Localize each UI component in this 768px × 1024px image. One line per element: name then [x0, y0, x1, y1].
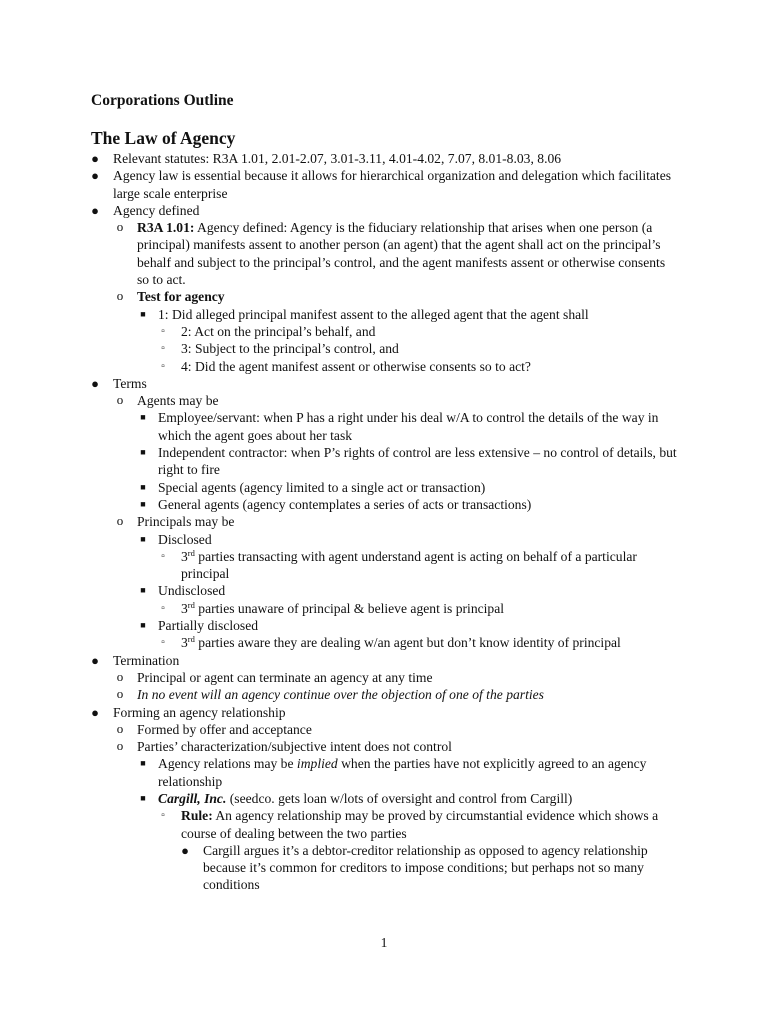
outline-item-test-4: [161, 358, 677, 375]
outline-item-principals-may-be: [116, 513, 677, 530]
outline-item-subjective-intent: [116, 738, 677, 755]
item-text: In no event will an agency continue over the objection of one of the parties: [137, 687, 544, 703]
outline-body: [0, 150, 768, 894]
outline-item-forming: [91, 704, 678, 721]
item-text: Employee/servant: when P has a right under his deal w/A to control the details of the way in which the agent goes about her task: [158, 410, 659, 443]
item-text: Formed by offer and acceptance: [137, 721, 312, 737]
bullet-circle-icon: o: [116, 288, 124, 304]
bullet-circle-icon: o: [116, 219, 124, 235]
outline-item-agents-may-be: [116, 392, 677, 409]
bullet-disc-icon: ●: [91, 652, 99, 668]
bullet-square-icon: ■: [140, 447, 146, 458]
ordinal-suffix: rd: [187, 547, 195, 558]
outline-item-cargill: [140, 790, 678, 807]
bullet-square-icon: ■: [140, 498, 146, 509]
ordinal-number: 3: [181, 548, 188, 564]
outline-item-test-3: [161, 340, 677, 357]
bullet-disc-icon: ●: [91, 168, 99, 184]
outline-item-undisclosed-detail: [161, 599, 677, 617]
bullet-circle-icon: o: [116, 738, 124, 754]
bullet-box-icon: ▫: [161, 810, 165, 822]
outline-list: [0, 150, 768, 894]
implied-prefix: Agency relations may be: [158, 756, 297, 772]
bullet-disc-icon: ●: [91, 202, 99, 218]
ordinal-suffix: rd: [187, 599, 195, 610]
item-text: 3: Subject to the principal’s control, and: [181, 341, 399, 357]
rule-text: An agency relationship may be proved by circumstantial evidence which shows a course of dealing between the two parties: [181, 808, 659, 841]
item-text: Forming an agency relationship: [113, 704, 286, 720]
outline-item-terms: [91, 375, 678, 392]
bullet-disc-icon: ●: [91, 704, 99, 720]
item-text: parties aware they are dealing w/an agent but don’t know identity of principal: [194, 635, 621, 651]
section-heading: The Law of Agency: [91, 128, 236, 148]
case-name: Cargill, Inc.: [158, 790, 227, 806]
outline-item-test-1: [140, 306, 678, 323]
bullet-circle-icon: o: [116, 720, 124, 736]
bullet-circle-icon: o: [116, 513, 124, 529]
bullet-box-icon: ▫: [161, 550, 165, 562]
item-text: Agency defined: [113, 202, 200, 218]
outline-item-no-event: [116, 686, 677, 703]
r3a-text: Agency defined: Agency is the fiduciary relationship that arises when one person (a principal) manifests assent to another person (an agent) that the agent shall act on the principal’s behalf and subject to the principal’s control, and the agent manifests assent or otherwise consents so to act.: [137, 220, 666, 288]
outline-item-partially-detail: [161, 634, 677, 651]
item-text: Undisclosed: [158, 583, 226, 599]
outline-item-essential: [91, 167, 678, 202]
bullet-square-icon: ■: [140, 308, 146, 319]
outline-item-termination: [91, 652, 678, 669]
item-text: Parties’ characterization/subjective intent does not control: [137, 739, 452, 755]
item-text: General agents (agency contemplates a series of acts or transactions): [158, 496, 532, 512]
outline-item-statutes: [91, 150, 678, 167]
bullet-circle-icon: o: [116, 392, 124, 408]
item-text: Relevant statutes: R3A 1.01, 2.01-2.07, 3.01-3.11, 4.01-4.02, 7.07, 8.01-8.03, 8.06: [113, 151, 562, 166]
bullet-square-icon: ■: [140, 585, 146, 596]
document-title: Corporations Outline: [91, 92, 234, 109]
ordinal-number: 3: [181, 600, 188, 616]
outline-item-agency-defined: [91, 202, 678, 219]
outline-item-contractor: [140, 444, 678, 479]
bullet-box-icon: ▫: [161, 343, 165, 355]
outline-item-test-2: [161, 323, 677, 340]
item-text: Terms: [113, 375, 147, 391]
item-text: parties unaware of principal & believe agent is principal: [194, 600, 505, 616]
bullet-box-icon: ▫: [161, 360, 165, 372]
bullet-square-icon: ■: [140, 533, 146, 544]
bullet-disc-icon: ●: [181, 842, 189, 858]
outline-item-rule: [161, 807, 677, 842]
r3a-label: R3A 1.01:: [137, 220, 195, 236]
outline-item-terminate-any-time: [116, 668, 677, 686]
bullet-circle-icon: o: [116, 686, 124, 702]
outline-item-general: [140, 496, 678, 513]
item-text: Cargill argues it’s a debtor-creditor relationship as opposed to agency relationship because it’s common for creditors to impose conditions; but perhaps not so many conditions: [203, 842, 648, 893]
bullet-box-icon: ▫: [161, 602, 165, 614]
item-text: Principals may be: [137, 514, 235, 530]
outline-item-implied: [140, 755, 678, 790]
bullet-disc-icon: ●: [91, 375, 99, 391]
item-text: Agents may be: [137, 393, 219, 409]
item-text: Special agents (agency limited to a single act or transaction): [158, 479, 486, 495]
item-text: Test for agency: [137, 289, 225, 305]
outline-item-disclosed: [140, 531, 678, 548]
ordinal-number: 3: [181, 635, 188, 651]
page-number: 1: [380, 935, 388, 950]
case-description: (seedco. gets loan w/lots of oversight and control from Cargill): [226, 790, 573, 806]
outline-item-offer-acceptance: [116, 720, 677, 738]
bullet-square-icon: ■: [140, 758, 146, 769]
rule-label: Rule:: [181, 808, 213, 824]
item-text: Partially disclosed: [158, 618, 259, 634]
bullet-box-icon: ▫: [161, 325, 165, 337]
bullet-square-icon: ■: [140, 620, 146, 631]
item-text: Principal or agent can terminate an agency at any time: [137, 669, 433, 685]
item-text: 4: Did the agent manifest assent or otherwise consents so to act?: [181, 358, 531, 374]
bullet-disc-icon: ●: [91, 151, 99, 166]
outline-item-partially-disclosed: [140, 617, 678, 634]
outline-item-cargill-argues: [181, 842, 675, 894]
outline-item-test: [116, 288, 677, 305]
implied-suffix: when the parties have not explicitly agreed to an agency relationship: [158, 756, 647, 789]
item-text: Agency law is essential because it allows for hierarchical organization and delegation which facilitates large scale enterprise: [113, 168, 672, 201]
item-text: 1: Did alleged principal manifest assent to the alleged agent that the agent shall: [158, 306, 589, 322]
item-text: Independent contractor: when P’s rights of control are less extensive – no control of details, but right to fire: [158, 445, 677, 478]
item-text: Termination: [113, 652, 180, 668]
item-text: parties transacting with agent understand agent is acting on behalf of a particular principal: [181, 548, 637, 582]
bullet-square-icon: ■: [140, 792, 146, 803]
outline-item-special: [140, 479, 678, 496]
ordinal-suffix: rd: [187, 634, 195, 645]
bullet-square-icon: ■: [140, 481, 146, 492]
bullet-circle-icon: o: [116, 668, 124, 684]
bullet-square-icon: ■: [140, 412, 146, 423]
outline-item-undisclosed: [140, 582, 678, 599]
outline-item-disclosed-detail: [161, 547, 677, 583]
item-text: Disclosed: [158, 531, 212, 547]
bullet-box-icon: ▫: [161, 637, 165, 649]
item-text: 2: Act on the principal’s behalf, and: [181, 323, 376, 339]
outline-item-employee: [140, 409, 678, 444]
outline-item-r3a: [116, 219, 677, 288]
implied-word: implied: [296, 756, 338, 772]
